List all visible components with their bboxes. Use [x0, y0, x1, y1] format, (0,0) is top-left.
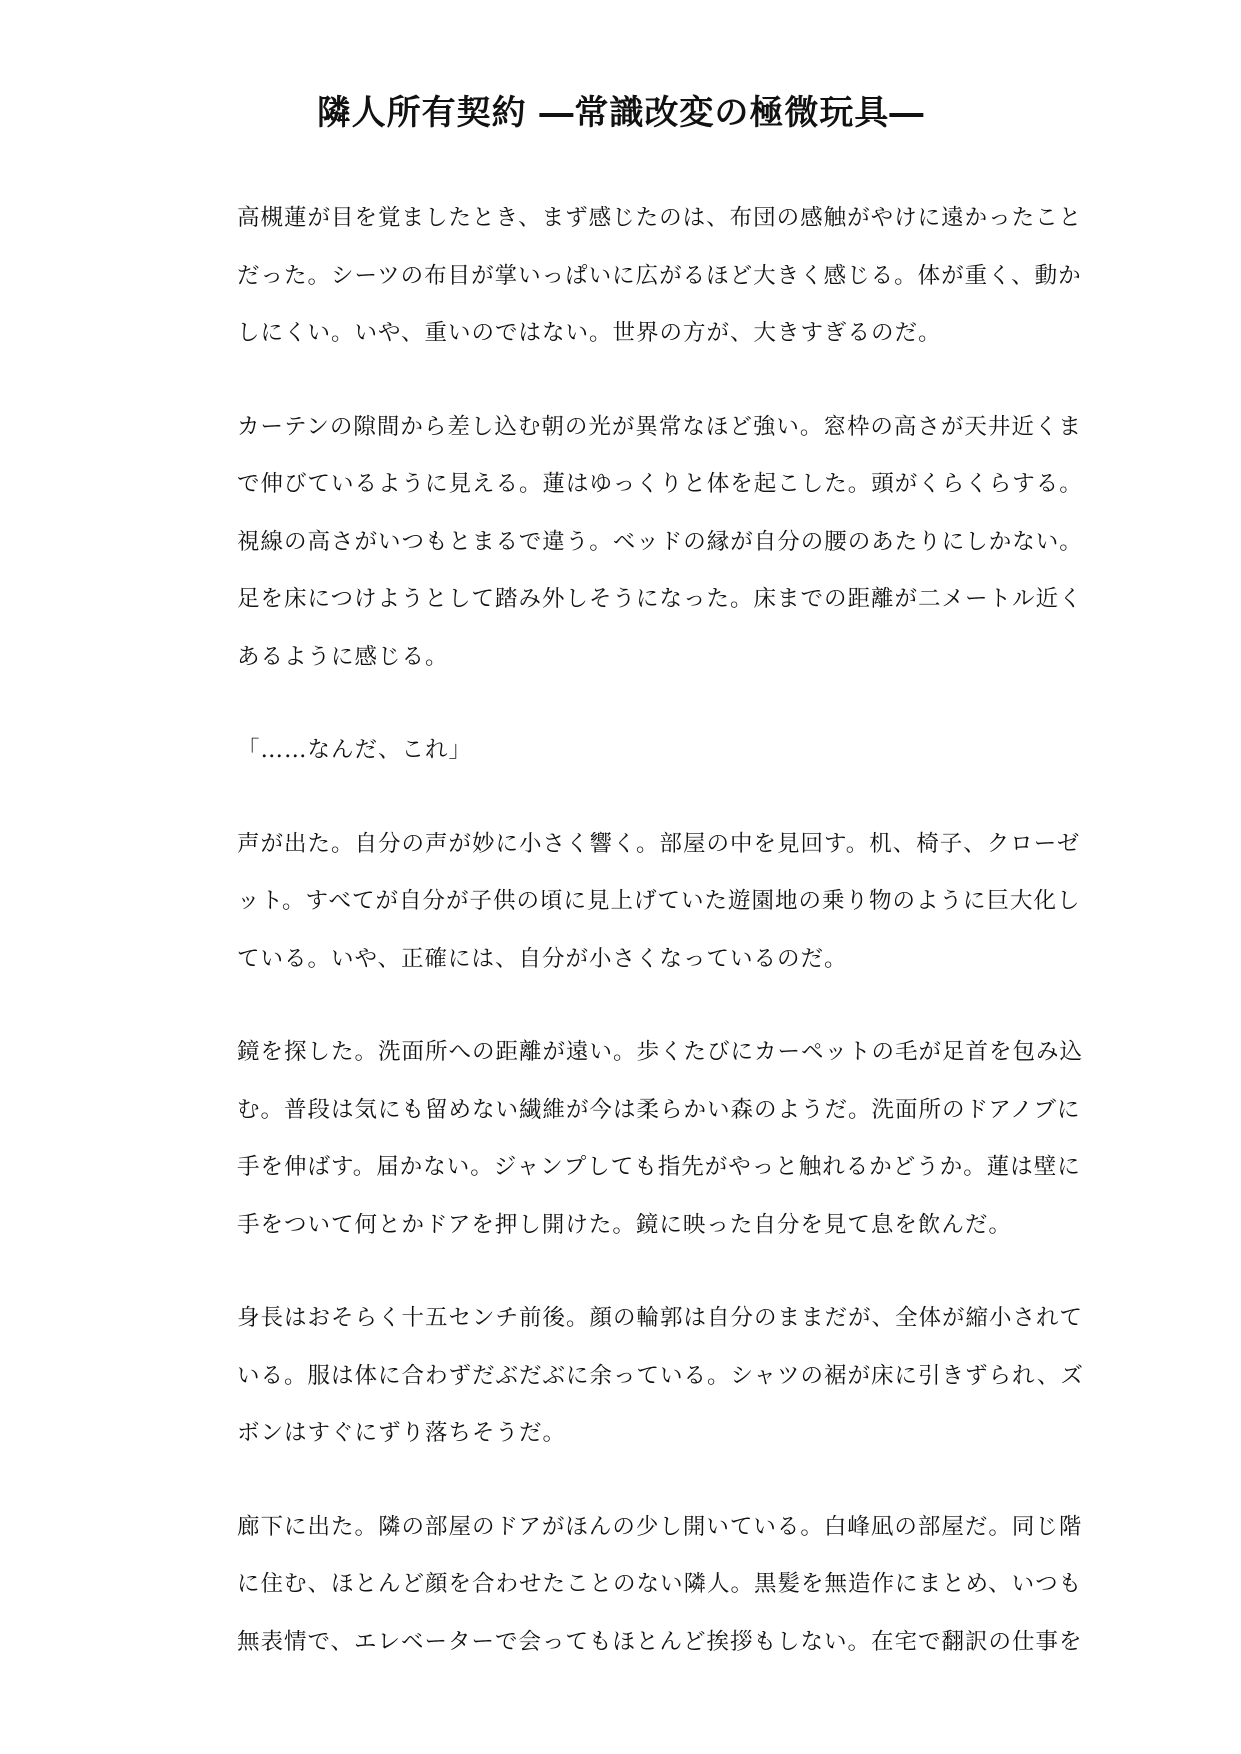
- paragraph-6: [237, 1290, 1084, 1463]
- text-line: 鏡を探した。洗面所への距離が遠い。歩くたびにカーペットの毛が足首を包み込: [237, 1039, 1084, 1065]
- text-line: カーテンの隙間から差し込む朝の光が異常なほど強い。窓枠の高さが天井近くま: [237, 413, 1082, 440]
- text-line: 身長はおそらく十五センチ前後。顔の輪郭は自分のままだが、全体が縮小されて: [237, 1305, 1084, 1331]
- text-line: いる。服は体に合わずだぶだぶに余っている。シャツの裾が床に引きずられ、ズ: [237, 1362, 1084, 1389]
- text-line: だった。シーツの布目が掌いっぱいに広がるほど大きく感じる。体が重く、動か: [237, 262, 1082, 289]
- text-line: 足を床につけようとして踏み外しそうになった。床までの距離が二メートル近く: [237, 586, 1083, 612]
- text-line: 「……なんだ、これ」: [237, 737, 473, 763]
- text-line: 手を伸ばす。届かない。ジャンプしても指先がやっと触れるかどうか。蓮は壁に: [237, 1154, 1081, 1180]
- text-line: ている。いや、正確には、自分が小さくなっているのだ。: [237, 945, 848, 972]
- document-title: 隣人所有契約 ―常識改変の極微玩具―: [316, 93, 925, 133]
- text-line: む。普段は気にも留めない繊維が今は柔らかい森のようだ。洗面所のドアノブに: [237, 1096, 1081, 1123]
- text-line: 視線の高さがいつもとまるで違う。ベッドの縁が自分の腰のあたりにしかない。: [237, 528, 1083, 555]
- text-line: 廊下に出た。隣の部屋のドアがほんの少し開いている。白峰凪の部屋だ。同じ階: [237, 1513, 1083, 1540]
- text-line: 手をついて何とかドアを押し開けた。鏡に映った自分を見て息を飲んだ。: [237, 1211, 1012, 1238]
- text-line: 高槻蓮が目を覚ましたとき、まず感じたのは、布団の感触がやけに遠かったこと: [237, 205, 1083, 231]
- text-line: で伸びているように見える。蓮はゆっくりと体を起こした。頭がくらくらする。: [237, 471, 1083, 497]
- text-line: しにくい。いや、重いのではない。世界の方が、大きすぎるのだ。: [237, 320, 942, 346]
- text-line: ボンはすぐにずり落ちそうだ。: [237, 1420, 567, 1446]
- paragraph-3: [237, 722, 1057, 780]
- text-line: に住む、ほとんど顔を合わせたことのない隣人。黒髪を無造作にまとめ、いつも: [237, 1571, 1083, 1597]
- document-body: [237, 190, 1084, 1707]
- text-line: 声が出た。自分の声が妙に小さく響く。部屋の中を見回す。机、椅子、クローゼ: [237, 830, 1081, 857]
- paragraph-1: [237, 190, 1083, 363]
- text-line: 無表情で、エレベーターで会ってもほとんど挨拶もしない。在宅で翻訳の仕事を: [237, 1628, 1083, 1655]
- text-line: ット。すべてが自分が子供の頃に見上げていた遊園地の乗り物のように巨大化し: [237, 888, 1081, 914]
- text-line: あるように感じる。: [237, 643, 449, 670]
- paragraph-2: [237, 399, 1083, 687]
- paragraph-4: [237, 816, 1081, 989]
- paragraph-7: [237, 1499, 1083, 1672]
- paragraph-5: [237, 1024, 1084, 1254]
